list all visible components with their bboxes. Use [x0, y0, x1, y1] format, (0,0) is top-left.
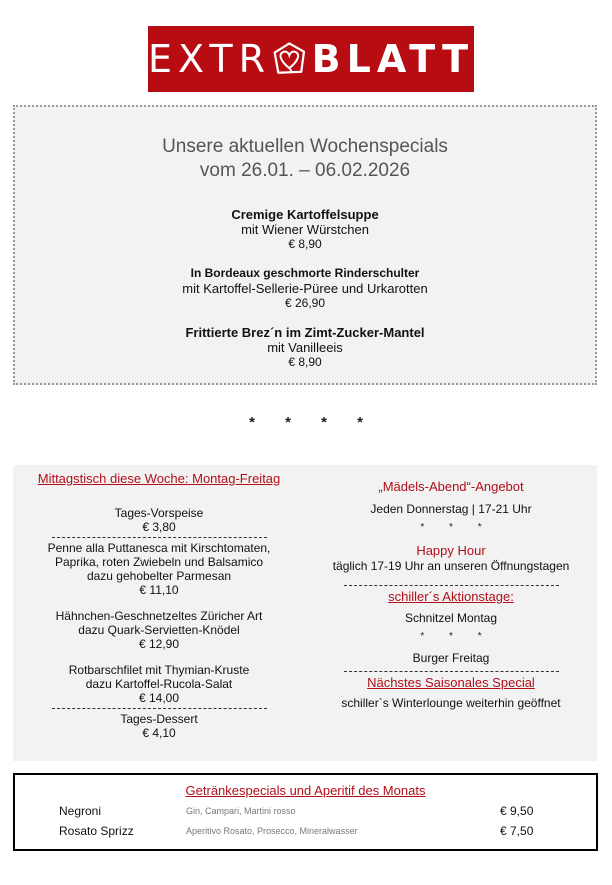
happy-hour-text: täglich 17-19 Uhr an unseren Öffnungstagen — [332, 559, 570, 573]
weekly-item-description: mit Vanilleeis — [267, 340, 343, 355]
drinks-specials-box — [13, 773, 598, 851]
lunch-column — [13, 465, 305, 740]
drink-ingredients: Gin, Campari, Martini rosso — [186, 806, 296, 816]
weekly-specials-title — [15, 135, 595, 183]
ladies-night-text: Jeden Donnerstag | 17-21 Uhr — [370, 502, 532, 516]
lunch-main — [13, 609, 305, 651]
weekly-specials-panel — [13, 105, 597, 385]
lunch-dessert-name: Tages-Dessert — [120, 712, 198, 726]
lunch-main-line: Rotbarschfilet mit Thymian-Kruste — [68, 663, 250, 677]
weekly-item-description: mit Kartoffel-Sellerie-Püree und Urkarotten — [182, 281, 428, 296]
lunch-main — [13, 541, 305, 597]
lunch-main-line: Paprika, roten Zwiebeln und Balsamico — [54, 555, 264, 569]
weekly-item-description: mit Wiener Würstchen — [241, 222, 369, 237]
lunch-starter — [13, 506, 305, 534]
dashed-divider — [344, 671, 559, 672]
dashed-divider — [344, 585, 559, 586]
lunch-starter-name: Tages-Vorspeise — [114, 506, 204, 520]
weekly-item-price: € 8,90 — [288, 355, 322, 369]
weekly-item-name: Cremige Kartoffelsuppe — [231, 207, 379, 222]
lunch-main-price: € 12,90 — [138, 637, 180, 651]
weekly-item-price: € 26,90 — [284, 296, 326, 310]
weekly-item-price: € 8,90 — [288, 237, 322, 251]
weekly-date-range: vom 26.01. – 06.02.2026 — [199, 160, 411, 181]
seasonal-special-text: schiller`s Winterlounge weiterhin geöffnet — [341, 696, 561, 710]
drinks-heading: Getränkespecials und Aperitif des Monats — [185, 783, 426, 798]
extrablatt-logo — [148, 26, 474, 92]
lunch-dessert — [13, 712, 305, 740]
lunch-main-line: Hähnchen-Geschnetzeltes Züricher Art — [55, 609, 263, 623]
logo-text-left: EXTR — [148, 37, 271, 81]
stars-divider: * * * * — [249, 414, 363, 431]
weekly-item — [15, 207, 595, 252]
weekly-item — [15, 325, 595, 370]
action-days-heading: schiller´s Aktionstage: — [388, 589, 514, 604]
weekly-item-name: In Bordeaux geschmorte Rinderschulter — [190, 266, 420, 280]
lunch-main-price: € 11,10 — [139, 583, 179, 597]
drink-price: € 9,50 — [500, 804, 534, 818]
lunch-main-line: dazu gehobelter Parmesan — [86, 569, 232, 583]
seasonal-special-heading: Nächstes Saisonales Special — [367, 675, 535, 690]
action-day-schnitzel: Schnitzel Montag — [404, 611, 498, 625]
heart-house-icon — [271, 39, 308, 79]
weekly-items — [15, 207, 595, 370]
dots-divider: * * * — [420, 522, 482, 533]
drink-ingredients: Aperitivo Rosato, Prosecco, Mineralwasser — [186, 826, 358, 836]
action-day-burger: Burger Freitag — [412, 651, 490, 665]
lunch-main-line: dazu Quark-Servietten-Knödel — [78, 623, 240, 637]
weekly-title-line-1: Unsere aktuellen Wochenspecials — [162, 136, 448, 157]
lunch-starter-price: € 3,80 — [142, 520, 176, 534]
drink-row — [15, 824, 596, 840]
logo-text-right: BLATT — [311, 37, 474, 81]
drink-row — [15, 804, 596, 820]
lunch-main — [13, 663, 305, 705]
dashed-divider — [52, 708, 267, 709]
drink-price: € 7,50 — [500, 824, 534, 838]
dots-divider: * * * — [420, 631, 482, 642]
lunch-main-line: dazu Kartoffel-Rucola-Salat — [85, 677, 233, 691]
weekly-item — [15, 266, 595, 311]
lunch-main-price: € 14,00 — [138, 691, 180, 705]
lunch-heading: Mittagstisch diese Woche: Montag-Freitag — [37, 471, 281, 486]
ladies-night-heading: „Mädels-Abend“-Angebot — [378, 479, 524, 494]
lunch-dessert-price: € 4,10 — [142, 726, 176, 740]
happy-hour-heading: Happy Hour — [416, 543, 486, 558]
lunch-and-offers-panel — [13, 465, 597, 761]
dashed-divider — [52, 537, 267, 538]
drink-name: Negroni — [59, 804, 102, 818]
offers-column — [305, 465, 597, 710]
drink-name: Rosato Sprizz — [59, 824, 134, 838]
weekly-item-name: Frittierte Brez´n im Zimt-Zucker-Mantel — [185, 325, 425, 340]
lunch-main-line: Penne alla Puttanesca mit Kirschtomaten, — [47, 541, 271, 555]
